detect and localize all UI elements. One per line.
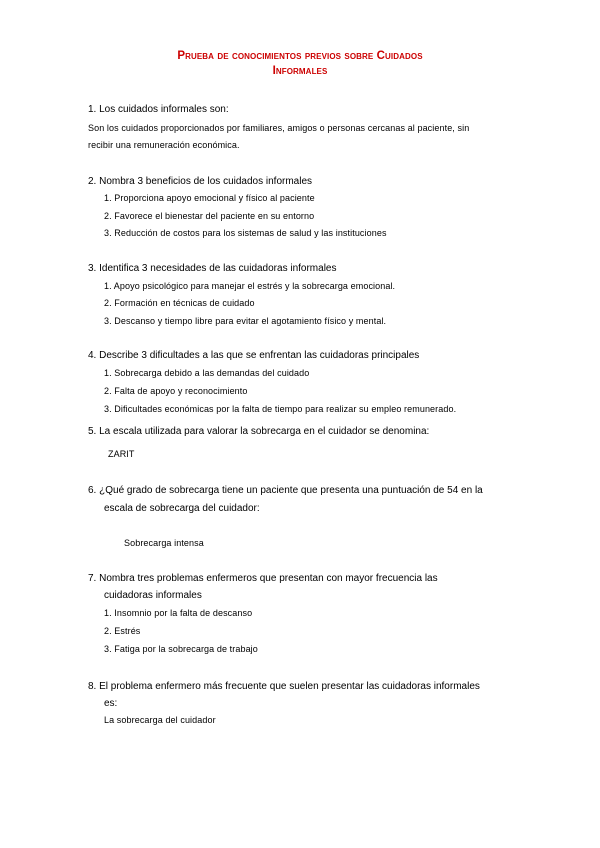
answer-7-item-3: 3. Fatiga por la sobrecarga de trabajo bbox=[104, 644, 258, 654]
question-2: 2. Nombra 3 beneficios de los cuidados informales bbox=[88, 176, 313, 187]
question-8-line-2: es: bbox=[104, 698, 118, 709]
answer-2-item-3: 3. Reducción de costos para los sistemas de salud y las instituciones bbox=[104, 228, 387, 238]
question-7-line-2: cuidadoras informales bbox=[104, 590, 202, 601]
question-7-line-1: 7. Nombra tres problemas enfermeros que presentan con mayor frecuencia las bbox=[88, 573, 438, 584]
answer-2-item-2: 2. Favorece el bienestar del paciente en su entorno bbox=[104, 211, 315, 221]
answer-7-item-2: 2. Estrés bbox=[104, 626, 141, 636]
answer-4-item-2: 2. Falta de apoyo y reconocimiento bbox=[104, 386, 248, 396]
question-8-line-1: 8. El problema enfermero más frecuente que suelen presentar las cuidadoras informales bbox=[88, 681, 480, 692]
answer-2-item-1: 1. Proporciona apoyo emocional y físico al paciente bbox=[104, 193, 315, 203]
question-1: 1. Los cuidados informales son: bbox=[88, 104, 229, 115]
answer-3-item-1: 1. Apoyo psicológico para manejar el estrés y la sobrecarga emocional. bbox=[104, 281, 396, 291]
answer-1-line-1: Son los cuidados proporcionados por familiares, amigos o personas cercanas al paciente, sin bbox=[88, 123, 470, 133]
question-5: 5. La escala utilizada para valorar la sobrecarga en el cuidador se denomina: bbox=[88, 426, 430, 437]
document-title-line-2: Informales bbox=[272, 65, 328, 77]
document-title-line-1: Prueba de conocimientos previos sobre Cuidados bbox=[177, 50, 423, 62]
answer-5: ZARIT bbox=[108, 449, 135, 459]
question-3: 3. Identifica 3 necesidades de las cuidadoras informales bbox=[88, 263, 337, 274]
answer-4-item-3: 3. Dificultades económicas por la falta de tiempo para realizar su empleo remunerado. bbox=[104, 404, 457, 414]
answer-3-item-3: 3. Descanso y tiempo libre para evitar el agotamiento físico y mental. bbox=[104, 316, 387, 326]
answer-1-line-2: recibir una remuneración económica. bbox=[88, 140, 240, 150]
question-6-line-1: 6. ¿Qué grado de sobrecarga tiene un paciente que presenta una puntuación de 54 en la bbox=[88, 485, 483, 496]
question-4: 4. Describe 3 dificultades a las que se enfrentan las cuidadoras principales bbox=[88, 350, 420, 361]
answer-7-item-1: 1. Insomnio por la falta de descanso bbox=[104, 608, 253, 618]
answer-6: Sobrecarga intensa bbox=[124, 538, 204, 548]
answer-8: La sobrecarga del cuidador bbox=[104, 715, 216, 725]
question-6-line-2: escala de sobrecarga del cuidador: bbox=[104, 503, 260, 514]
answer-3-item-2: 2. Formación en técnicas de cuidado bbox=[104, 298, 255, 308]
answer-4-item-1: 1. Sobrecarga debido a las demandas del cuidado bbox=[104, 368, 310, 378]
